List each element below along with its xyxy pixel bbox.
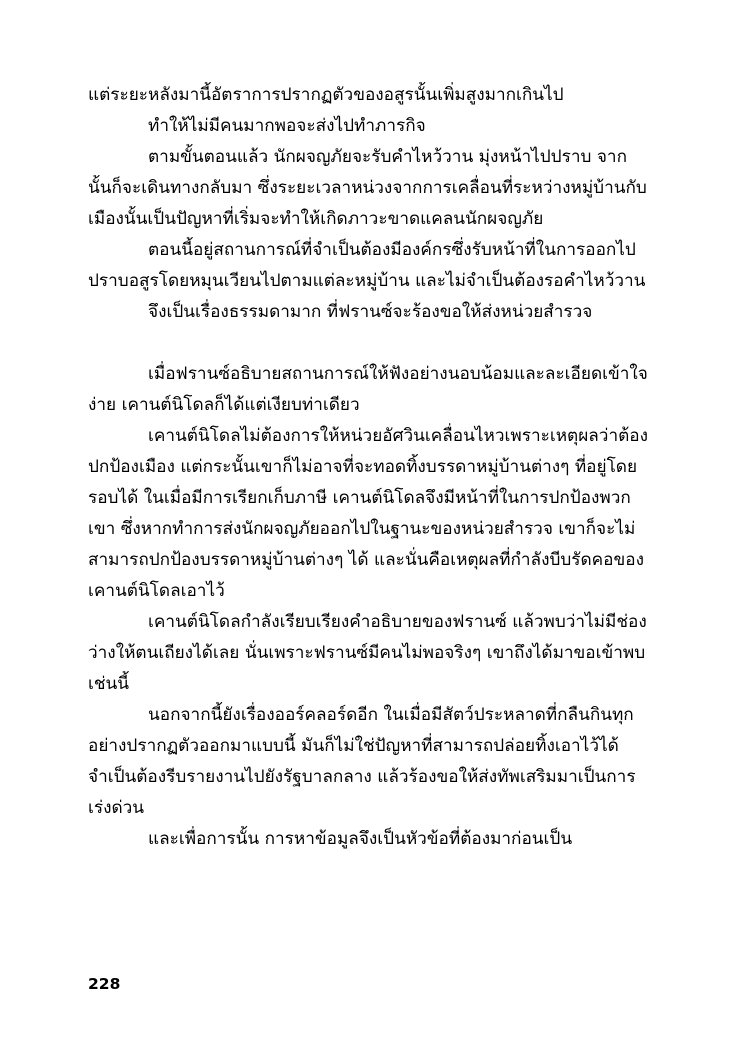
paragraph: ทำให้ไม่มีคนมากพอจะส่งไปทำภารกิจ [148, 116, 426, 136]
paragraph: นอกจากนี้ยังเรื่องออร์คลอร์ดอีก ในเมื่อมีสัตว์ประหลาดที่กลืนกินทุกอย่างปรากฏตัวออกมาแบบนี้ มันก็ไม่ใช่ปัญหาที่สามารถปล่อยทิ้งเอาไว้ได้ จำเป็นต้องรีบรายงานไปยังรัฐบาลกลาง แล้วร้องขอให้ส่งทัพเสริมมาเป็นการเร่งด่วน [88, 705, 636, 818]
paragraph: เคานต์นิโดลไม่ต้องการให้หน่วยอัศวินเคลื่อนไหวเพราะเหตุผลว่าต้องปกป้องเมือง แต่กระนั้นเขาก็ไม่อาจที่จะทอดทิ้งบรรดาหมู่บ้านต่างๆ ที่อยู่โดยรอบได้ ในเมื่อมีการเรียกเก็บภาษี เคานต์นิโดลจึงมีหน้าที่ในการปกป้องพวกเขา ซึ่งหากทำการส่งนักผจญภัยออกไปในฐานะของหน่วยสำรวจ เขาก็จะไม่สามารถปกป้องบรรดาหมู่บ้านต่างๆ ได้ และนั่นคือเหตุผลที่กำลังบีบรัดคอของเคานต์นิโดลเอาไว้ [88, 426, 648, 601]
paragraph: เมื่อฟรานซ์อธิบายสถานการณ์ให้ฟังอย่างนอบน้อมและละเอียดเข้าใจง่าย เคานต์นิโดลก็ได้แต่เงียบท่าเดียว [88, 364, 648, 415]
paragraph-spacer [88, 328, 650, 359]
page-number: 228 [88, 975, 121, 993]
paragraph: จึงเป็นเรื่องธรรมดามาก ที่ฟรานซ์จะร้องขอให้ส่งหน่วยสำรวจ [148, 302, 593, 322]
paragraph: เคานต์นิโดลกำลังเรียบเรียงคำอธิบายของฟรานซ์ แล้วพบว่าไม่มีช่องว่างให้ตนเถียงได้เลย นั่นเพราะฟรานซ์มีคนไม่พอจริงๆ เขาถึงได้มาขอเข้าพบเช่นนี้ [88, 612, 647, 694]
paragraph: และเพื่อการนั้น การหาข้อมูลจึงเป็นหัวข้อที่ต้องมาก่อนเป็น [148, 829, 573, 849]
paragraph: แต่ระยะหลังมานี้อัตราการปรากฏตัวของอสูรนั้นเพิ่มสูงมากเกินไป [88, 85, 564, 105]
page-body [88, 80, 650, 855]
paragraph: ตามขั้นตอนแล้ว นักผจญภัยจะรับคำไหว้วาน มุ่งหน้าไปปราบ จากนั้นก็จะเดินทางกลับมา ซึ่งระยะเวลาหน่วงจากการเคลื่อนที่ระหว่างหมู่บ้านกับเมืองนั้นเป็นปัญหาที่เริ่มจะทำให้เกิดภาวะขาดแคลนนักผจญภัย [88, 147, 647, 229]
paragraph: ตอนนี้อยู่สถานการณ์ที่จำเป็นต้องมีองค์กรซึ่งรับหน้าที่ในการออกไปปราบอสูรโดยหมุนเวียนไปตามแต่ละหมู่บ้าน และไม่จำเป็นต้องรอคำไหว้วาน [88, 240, 646, 291]
